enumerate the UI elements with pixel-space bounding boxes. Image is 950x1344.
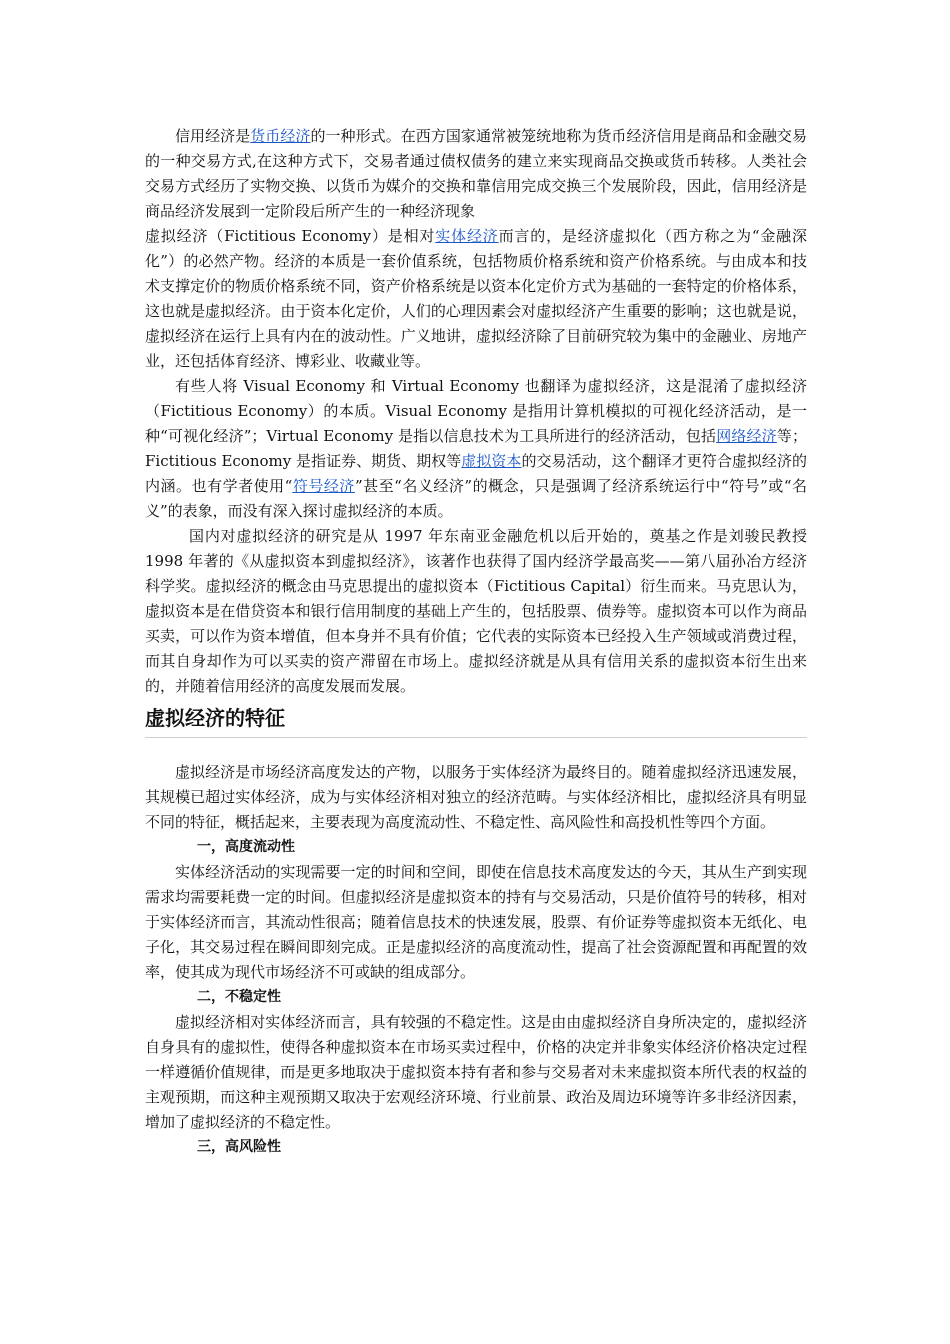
text-segment: 等；Fictitious Economy 是指证券、期货、期权等 [145, 427, 807, 470]
paragraph-features-intro: 虚拟经济是市场经济高度发达的产物，以服务于实体经济为最终目的。随着虚拟经济迅速发展，其规模已超过实体经济，成为与实体经济相对独立的经济范畴。与实体经济相比，虚拟经济具有明显不同的特征，概括起来，主要表现为高度流动性、不稳定性、高风险性和高投机性等四个方面。 [145, 763, 807, 831]
section-heading: 虚拟经济的特征 [145, 703, 807, 738]
paragraph-translation [145, 374, 807, 524]
text-segment: 有些人将 Visual Economy 和 Virtual Economy 也翻译为虚拟经济，这是混淆了虚拟经济（Fictitious Economy）的本质。Visual Economy 是指用计算机模拟的可视化经济活动，是一种“可视化经济”；Virtual Economy 是指以信息技术为工具所进行的经济活动，包括 [145, 377, 807, 445]
paragraph-instability: 虚拟经济相对实体经济而言，具有较强的不稳定性。这是由由虚拟经济自身所决定的，虚拟经济自身具有的虚拟性，使得各种虚拟资本在市场买卖过程中，价格的决定并非象实体经济价格决定过程一样遵循价值规律，而是更多地取决于虚拟资本持有者和参与交易者对未来虚拟资本所代表的权益的主观预期，而这种主观预期又取决于宏观经济环境、行业前景、政治及周边环境等许多非经济因素，增加了虚拟经济的不稳定性。 [145, 1013, 807, 1131]
link-real-economy[interactable]: 实体经济 [435, 227, 499, 245]
text-segment: 的一种形式。在西方国家通常被笼统地称为货币经济信用是商品和金融交易的一种交易方式,在这种方式下，交易者通过债权债务的建立来实现商品交换或货币转移。人类社会交易方式经历了实物交换、以货币为媒介的交换和靠信用完成交换三个发展阶段，因此，信用经济是商品经济发展到一定阶段后所产生的一种经济现象 [145, 127, 807, 220]
paragraph-liquidity: 实体经济活动的实现需要一定的时间和空间，即使在信息技术高度发达的今天，其从生产到实现需求均需要耗费一定的时间。但虚拟经济是虚拟资本的持有与交易活动，只是价值符号的转移，相对于实体经济而言，其流动性很高；随着信息技术的快速发展，股票、有价证券等虚拟资本无纸化、电子化，其交易过程在瞬间即刻完成。正是虚拟经济的高度流动性，提高了社会资源配置和再配置的效率，使其成为现代市场经济不可或缺的组成部分。 [145, 863, 807, 981]
document-page [145, 124, 807, 1160]
subheading-instability: 二，不稳定性 [197, 989, 281, 1005]
text-segment: 而言的，是经济虚拟化（西方称之为“金融深化”）的必然产物。经济的本质是一套价值系统，包括物质价格系统和资产价格系统。与由成本和技术支撑定价的物质价格系统不同，资产价格系统是以资本化定价方式为基础的一套特定的价格体系，这也就是虚拟经济。由于资本化定价，人们的心理因素会对虚拟经济产生重要的影响；这也就是说，虚拟经济在运行上具有内在的波动性。广义地讲，虚拟经济除了目前研究较为集中的金融业、房地产业，还包括体育经济、博彩业、收藏业等。 [145, 227, 807, 370]
link-symbolic-economy[interactable]: 符号经济 [292, 477, 355, 495]
subheading-high-risk: 三，高风险性 [197, 1139, 281, 1155]
paragraph-credit-economy [145, 124, 807, 224]
paragraph-domestic-research: 国内对虚拟经济的研究是从 1997 年东南亚金融危机以后开始的，奠基之作是刘骏民教授 1998 年著的《从虚拟资本到虚拟经济》，该著作也获得了国内经济学最高奖——第八届孙冶方经济科学奖。虚拟经济的概念由马克思提出的虚拟资本（Fictitious Capital）衍生而来。马克思认为，虚拟资本是在借贷资本和银行信用制度的基础上产生的，包括股票、债券等。虚拟资本可以作为商品买卖，可以作为资本增值，但本身并不具有价值；它代表的实际资本已经投入生产领域或消费过程，而其自身却作为可以买卖的资产滞留在市场上。虚拟经济就是从具有信用关系的虚拟资本衍生出来的，并随着信用经济的高度发展而发展。 [145, 527, 807, 695]
spacer [145, 738, 807, 760]
paragraph-fictitious-economy [145, 224, 807, 374]
text-segment: 的交易活动，这个翻译才更符合虚拟经济的内涵。也有学者使用“ [145, 452, 807, 495]
link-fictitious-capital[interactable]: 虚拟资本 [461, 452, 522, 470]
text-segment: ”甚至“名义经济”的概念，只是强调了经济系统运行中“符号”或“名义”的表象，而没有深入探讨虚拟经济的本质。 [145, 477, 808, 520]
text-segment: 虚拟经济（Fictitious Economy）是相对 [145, 227, 436, 245]
link-monetary-economy[interactable]: 货币经济 [250, 127, 311, 145]
text-segment: 信用经济是 [175, 127, 251, 145]
link-network-economy[interactable]: 网络经济 [716, 427, 777, 445]
subheading-liquidity: 一，高度流动性 [197, 839, 295, 855]
